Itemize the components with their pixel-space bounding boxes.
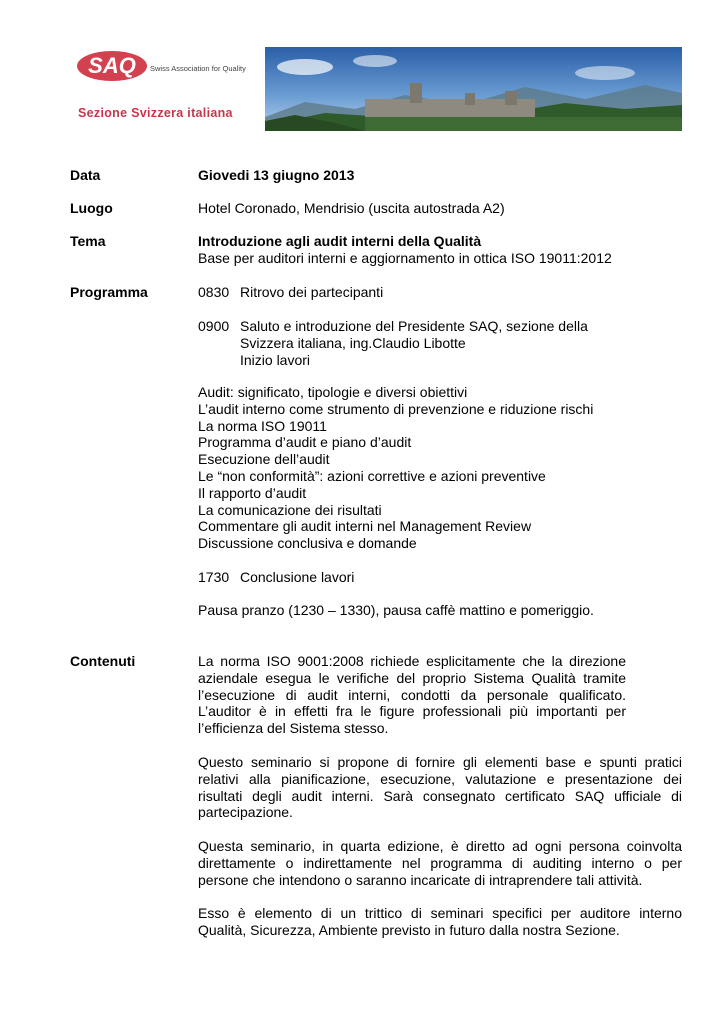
paragraph-line: Questo seminario si propone di fornire gli elementi base e spunti pratici [198, 754, 682, 770]
breaks-text: Pausa pranzo (1230 – 1330), pausa caffè mattino e pomeriggio. [198, 602, 594, 618]
paragraph-line: Qualità, Sicurezza, Ambiente previsto in futuro dalla nostra Sezione. [198, 921, 620, 938]
paragraph-line: l’efficienza del Sistema stesso. [198, 720, 389, 737]
contents-label: Contenuti [70, 653, 136, 669]
program-end-time: 1730 [198, 569, 230, 585]
theme-title: Introduzione agli audit interni della Qualità [198, 233, 482, 249]
paragraph-line: relativi alla pianificazione, esecuzione, valutazione e presentazione dei [198, 770, 682, 787]
theme-subtitle: Base per auditori interni e aggiornamento in ottica ISO 19011:2012 [198, 250, 612, 266]
program-item-2-line3: Inizio lavori [240, 351, 311, 368]
program-item-1-time: 0830 [198, 284, 230, 300]
program-item-2-line1: Saluto e introduzione del Presidente SAQ, sezione della [240, 318, 588, 334]
list-item: L’audit interno come strumento di prevenzione e riduzione rischi [198, 400, 594, 417]
program-item-2 [198, 318, 682, 368]
logo-text: SAQ [88, 53, 136, 78]
paragraph-line: direttamente o indirettamente nel programma di auditing interno o per [198, 854, 682, 871]
program-breaks [198, 602, 682, 619]
program-item-1-text: Ritrovo dei partecipanti [240, 284, 384, 300]
program-label: Programma [70, 284, 148, 300]
list-item: Commentare gli audit interni nel Management Review [198, 518, 532, 535]
contents-paragraph-3 [198, 838, 682, 888]
list-item: Discussione conclusiva e domande [198, 535, 417, 552]
paragraph-line: Questa seminario, in quarta edizione, è diretto ad ogni persona coinvolta [198, 838, 682, 854]
list-item: Audit: significato, tipologie e diversi obiettivi [198, 384, 468, 400]
contents-paragraph-1 [198, 653, 626, 737]
program-end-text: Conclusione lavori [240, 569, 355, 585]
paragraph-line: aziendale esegua le verifiche del proprio Sistema Qualità tramite [198, 669, 626, 686]
page-header [0, 0, 724, 140]
list-item: Esecuzione dell’audit [198, 451, 330, 468]
program-item-2-time: 0900 [198, 318, 230, 334]
paragraph-line: L’auditor è in effetti fra le figure professionali più importanti per [198, 703, 626, 720]
paragraph-line: La norma ISO 9001:2008 richiede esplicitamente che la direzione [198, 653, 626, 669]
paragraph-line: persone che intendono o saranno incaricate di intraprendere tali attività. [198, 871, 643, 888]
location-value: Hotel Coronado, Mendrisio (uscita autostrada A2) [198, 200, 505, 216]
location-label: Luogo [70, 200, 113, 216]
list-item: La comunicazione dei risultati [198, 501, 382, 518]
paragraph-line: risultati degli audit interni. Sarà consegnato certificato SAQ ufficiale di [198, 787, 682, 804]
saq-logo [74, 44, 154, 88]
castle-banner-image [265, 47, 682, 131]
section-title: Sezione Svizzera italiana [78, 106, 233, 120]
program-item-2-line2: Svizzera italiana, ing.Claudio Libotte [240, 334, 466, 351]
paragraph-line: partecipazione. [198, 804, 293, 821]
program-topic-list [198, 384, 682, 552]
program-end [198, 569, 682, 586]
date-value: Giovedi 13 giugno 2013 [198, 167, 355, 183]
list-item: Le “non conformità”: azioni correttive e azioni preventive [198, 467, 546, 484]
paragraph-line: Esso è elemento di un trittico di seminari specifici per auditore interno [198, 905, 682, 921]
paragraph-line: l’esecuzione di audit interni, condotti da personale qualificato. [198, 686, 626, 703]
date-label: Data [70, 167, 101, 183]
theme-value [198, 233, 680, 267]
contents-paragraph-4 [198, 905, 682, 939]
contents-paragraph-2 [198, 754, 682, 821]
list-item: Il rapporto d’audit [198, 484, 307, 501]
theme-label: Tema [70, 233, 106, 249]
logo-tagline: Swiss Association for Quality [150, 64, 246, 73]
list-item: La norma ISO 19011 [198, 417, 327, 434]
list-item: Programma d’audit e piano d’audit [198, 434, 412, 451]
program-item-1 [198, 284, 680, 301]
